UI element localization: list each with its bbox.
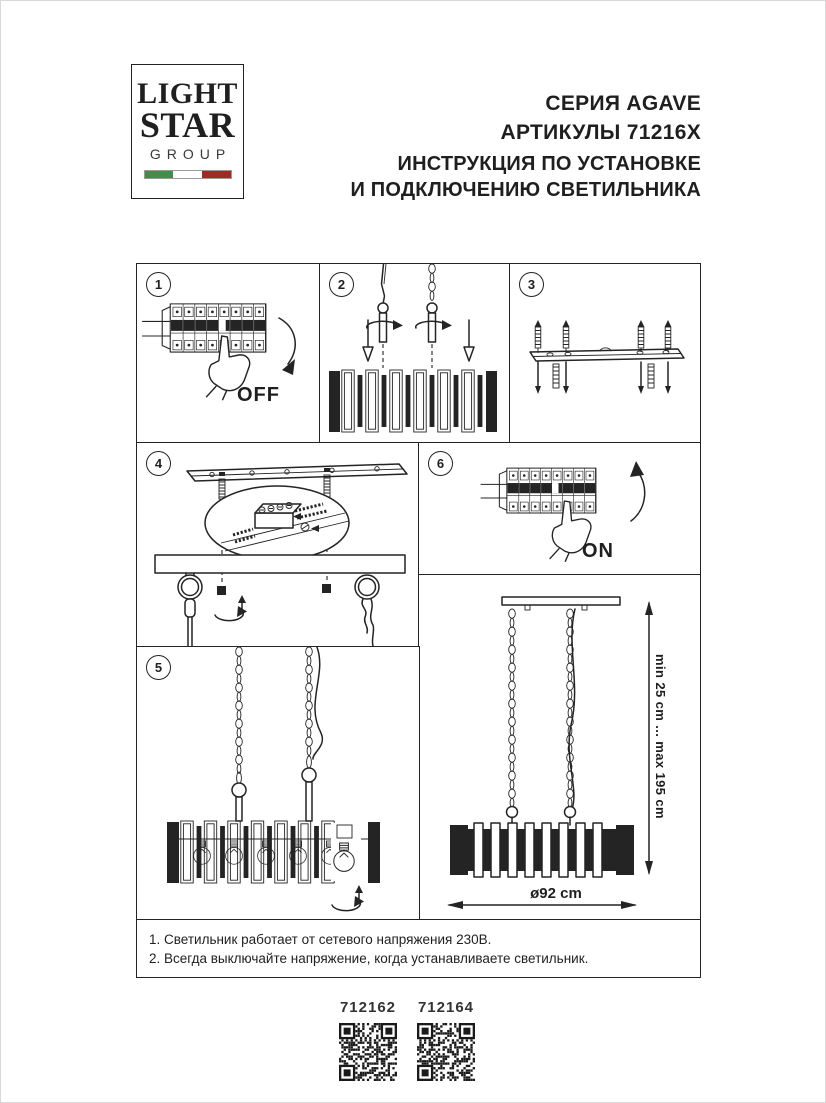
suspension-rod-left-icon xyxy=(378,264,388,368)
step-number: 6 xyxy=(436,456,445,471)
logo-group: GROUP xyxy=(149,146,232,162)
step-number-badge xyxy=(519,272,544,297)
series-title: СЕРИЯ AGAVE xyxy=(545,92,701,115)
step-number-badge xyxy=(329,272,354,297)
suspension-cord-icon xyxy=(565,609,576,825)
ceiling-plate-icon xyxy=(187,464,407,481)
circuit-breaker-icon xyxy=(481,468,596,513)
product-column xyxy=(337,999,399,1081)
flag-red xyxy=(202,171,231,178)
height-range-label: min 25 cm ... max 195 cm xyxy=(653,653,668,819)
step-number: 4 xyxy=(154,456,163,471)
step-number-badge xyxy=(146,655,171,680)
diameter-label: ø92 cm xyxy=(530,885,582,902)
dowel-sleeve-icon xyxy=(553,364,654,388)
fixing-nut-icon xyxy=(217,584,331,595)
qr-code xyxy=(339,1023,397,1081)
logo-light: LIGHT xyxy=(137,77,238,110)
loose-bulb-icon xyxy=(331,823,361,881)
curved-arrow-down-icon xyxy=(279,318,295,375)
step-number-badge xyxy=(146,272,171,297)
suspension-chain-left-icon xyxy=(232,647,246,821)
diameter-dimension-line-icon xyxy=(447,901,637,909)
step-number: 5 xyxy=(154,660,163,675)
suspension-chain-icon xyxy=(507,609,518,825)
step-number-badge xyxy=(146,451,171,476)
step-panel-2 xyxy=(319,263,511,444)
note-line-1: 1. Светильник работает от сетевого напряжения 230В. xyxy=(149,932,492,947)
italian-flag-icon xyxy=(144,170,232,179)
fixture-top-bar-icon xyxy=(155,555,405,573)
step-panel-1 xyxy=(136,263,321,444)
articles-title: АРТИКУЛЫ 71216X xyxy=(500,121,701,144)
notes-box xyxy=(136,919,701,978)
on-label: ON xyxy=(582,540,614,562)
step-panel-3 xyxy=(509,263,701,444)
step-number: 2 xyxy=(337,277,346,292)
step-panel-4 xyxy=(136,442,420,648)
step-number-badge xyxy=(428,451,453,476)
circuit-breaker-icon xyxy=(143,304,266,352)
height-dimension-line-icon xyxy=(645,601,653,875)
note-line-2: 2. Всегда выключайте напряжение, когда устанавливаете светильник. xyxy=(149,951,589,966)
step-panel-5 xyxy=(136,646,420,921)
chandelier-body-icon xyxy=(450,823,634,877)
off-label: OFF xyxy=(237,384,280,406)
screw-rotation-arrow-icon xyxy=(215,595,247,621)
logo-star: STAR xyxy=(139,105,236,145)
instruction-title-line1: ИНСТРУКЦИЯ ПО УСТАНОВКЕ xyxy=(397,153,701,175)
instruction-title xyxy=(301,151,701,203)
chandelier-body-icon xyxy=(329,370,497,432)
step-number: 3 xyxy=(527,277,536,292)
lightstar-logo xyxy=(131,64,244,199)
flag-white xyxy=(173,171,202,178)
flag-green xyxy=(145,171,174,178)
product-codes xyxy=(337,999,477,1081)
curved-arrow-up-icon xyxy=(630,461,645,521)
bulb-rotation-arrow-icon xyxy=(332,885,364,911)
header-series-block xyxy=(301,89,701,147)
step-panel-6 xyxy=(418,442,701,576)
product-code: 712162 xyxy=(339,999,397,1016)
suspension-chain-right-icon xyxy=(427,264,437,368)
qr-code xyxy=(417,1023,475,1081)
product-code: 712164 xyxy=(417,999,475,1016)
step-number: 1 xyxy=(154,277,163,292)
instruction-title-line2: И ПОДКЛЮЧЕНИЮ СВЕТИЛЬНИКА xyxy=(350,179,701,201)
ceiling-plate-icon xyxy=(502,597,620,610)
product-column xyxy=(415,999,477,1081)
suspension-chain-right-icon xyxy=(302,647,322,821)
mounting-bar-icon xyxy=(530,348,684,361)
hanging-ring-icon xyxy=(178,573,379,646)
